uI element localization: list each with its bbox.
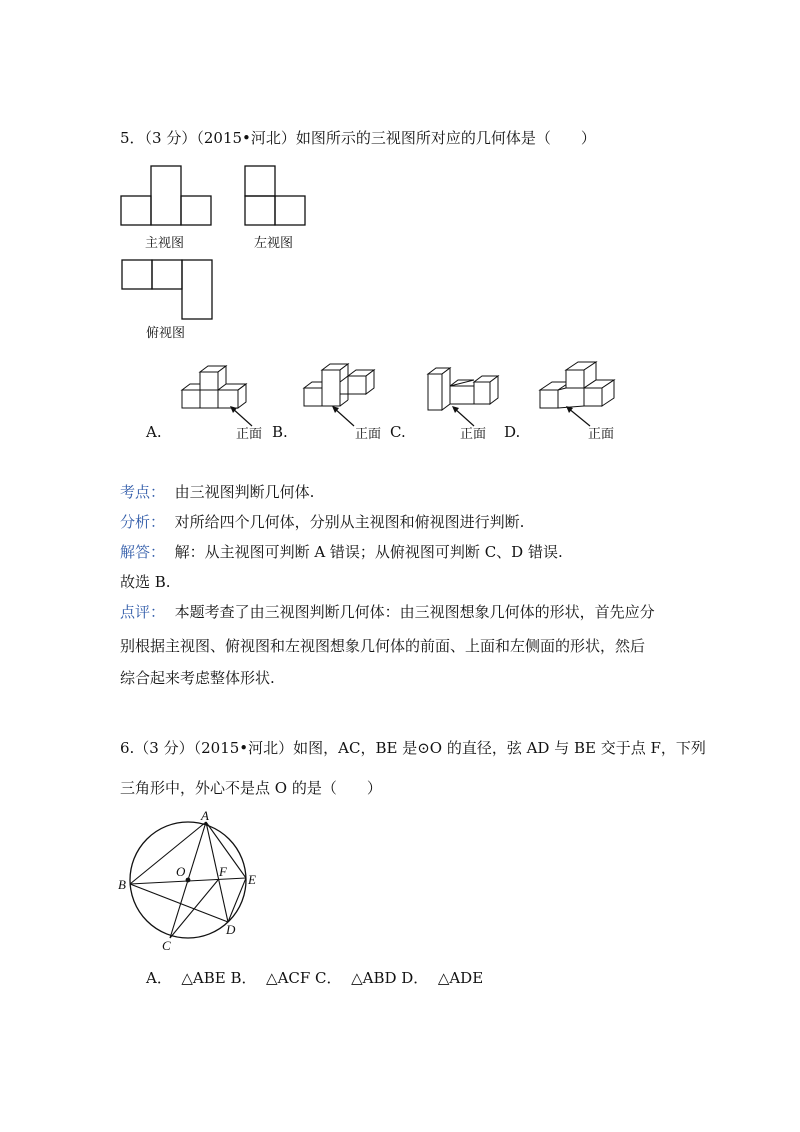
circle-diagram — [118, 808, 268, 953]
jieda-text: 解：从主视图可判断 A 错误；从俯视图可判断 C、D 错误. — [174, 543, 563, 561]
option-a-label: A. — [146, 423, 162, 441]
option-d-front-label: 正面 — [588, 427, 615, 442]
left-view-figure — [244, 165, 306, 227]
option-b-solid — [302, 352, 392, 430]
option-b-label: B. — [272, 423, 288, 441]
option-a-solid — [180, 360, 270, 430]
left-view-label: 左视图 — [254, 236, 294, 251]
kaodian-label: 考点： — [120, 483, 166, 501]
jieda-label: 解答： — [120, 543, 166, 561]
dianping-line-3: 综合起来考虑整体形状. — [120, 669, 275, 687]
fenxi-spacer — [165, 513, 175, 531]
segment-ab — [130, 822, 206, 884]
dianping-line-2: 别根据主视图、俯视图和左视图想象几何体的前面、上面和左侧面的形状，然后 — [120, 637, 646, 655]
fenxi-text: 对所给四个几何体，分别从主视图和俯视图进行判断. — [174, 513, 525, 531]
segment-cf — [170, 880, 218, 938]
point-label-e: E — [248, 872, 256, 887]
question-6-line-1: 6.（3 分）（2015•河北）如图，AC，BE 是⊙O 的直径，弦 AD 与 BE 交于点 F，下列 — [120, 739, 706, 757]
option-c-solid — [424, 362, 514, 430]
kaodian-spacer — [165, 483, 175, 501]
front-view-label: 主视图 — [145, 236, 185, 251]
kaodian-row — [120, 482, 314, 502]
point-label-c: C — [162, 938, 171, 953]
dianping-row — [120, 602, 655, 622]
segment-de — [228, 878, 246, 922]
point-label-d: D — [226, 922, 236, 937]
point-label-f: F — [219, 864, 227, 879]
top-view-label: 俯视图 — [146, 326, 186, 341]
option-d-label: D. — [504, 423, 521, 441]
front-view-figure — [120, 165, 212, 227]
point-label-a: A — [201, 808, 209, 823]
dianping-label: 点评： — [120, 603, 166, 621]
point-label-b: B — [118, 877, 126, 892]
segment-bd — [130, 884, 228, 922]
question-6-line-2: 三角形中，外心不是点 O 的是（ ） — [120, 779, 382, 797]
fenxi-row — [120, 512, 524, 532]
option-c-front-label: 正面 — [460, 427, 487, 442]
question-5-header: 5．（3 分）（2015•河北）如图所示的三视图所对应的几何体是（ ） — [120, 129, 596, 147]
option-d-solid — [538, 354, 628, 430]
option-b-front-label: 正面 — [355, 427, 382, 442]
dianping-spacer — [165, 603, 175, 621]
kaodian-text: 由三视图判断几何体. — [174, 483, 315, 501]
fenxi-label: 分析： — [120, 513, 166, 531]
dianping-line-1: 本题考查了由三视图判断几何体：由三视图想象几何体的形状，首先应分 — [174, 603, 655, 621]
question-6-options: A． △ABE B． △ACF C． △ABD D． △ADE — [146, 969, 484, 987]
top-view-figure — [121, 259, 213, 321]
answer-text: 故选 B. — [120, 573, 171, 591]
option-c-label: C. — [390, 423, 406, 441]
point-label-o: O — [176, 864, 186, 879]
center-dot — [186, 878, 191, 883]
jieda-row — [120, 542, 563, 562]
jieda-spacer — [165, 543, 175, 561]
option-a-front-label: 正面 — [236, 427, 263, 442]
